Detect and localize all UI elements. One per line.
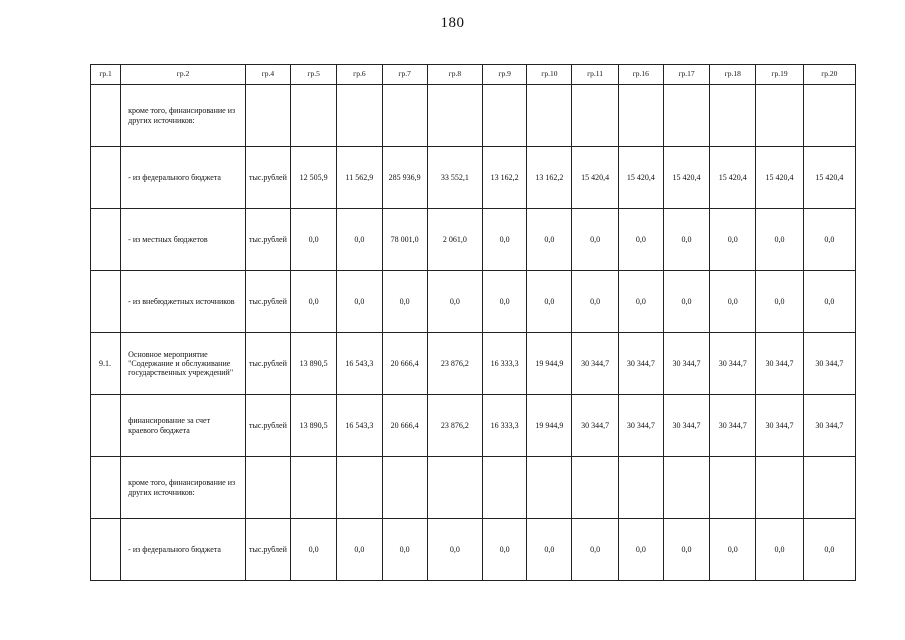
table-row [91, 519, 856, 581]
row-value-cell: 0,0 [803, 271, 855, 333]
row-value-cell: 0,0 [291, 519, 337, 581]
row-value-cell: 0,0 [337, 519, 382, 581]
row-value-cell [756, 457, 803, 519]
row-value-cell: 0,0 [710, 519, 756, 581]
row-value-cell: 15 420,4 [618, 147, 663, 209]
row-value-cell: 13 890,5 [291, 333, 337, 395]
row-value-cell [337, 85, 382, 147]
row-value-cell: 33 552,1 [427, 147, 482, 209]
row-value-cell: 11 562,9 [337, 147, 382, 209]
row-value-cell [483, 457, 527, 519]
column-header: гр.11 [572, 65, 618, 85]
row-value-cell: 0,0 [756, 519, 803, 581]
row-value-cell: 30 344,7 [710, 333, 756, 395]
row-value-cell: 0,0 [483, 519, 527, 581]
row-value-cell [663, 85, 709, 147]
row-value-cell: 0,0 [527, 271, 572, 333]
row-value-cell [427, 85, 482, 147]
row-value-cell [427, 457, 482, 519]
row-value-cell: 19 944,9 [527, 333, 572, 395]
row-description-cell: - из федерального бюджета [121, 147, 246, 209]
row-value-cell: 12 505,9 [291, 147, 337, 209]
row-value-cell: 0,0 [382, 519, 427, 581]
row-unit-cell: тыс.рублей [245, 147, 290, 209]
row-value-cell: 30 344,7 [803, 333, 855, 395]
row-value-cell [756, 85, 803, 147]
table-row [91, 395, 856, 457]
row-description-cell: Основное мероприятие "Содержание и обслуживание государственных учреждений" [121, 333, 246, 395]
row-value-cell [337, 457, 382, 519]
row-value-cell [483, 85, 527, 147]
row-value-cell [803, 85, 855, 147]
column-header: гр.10 [527, 65, 572, 85]
row-value-cell [382, 457, 427, 519]
row-value-cell: 30 344,7 [572, 333, 618, 395]
row-value-cell: 16 543,3 [337, 333, 382, 395]
row-value-cell: 30 344,7 [618, 333, 663, 395]
row-value-cell: 13 890,5 [291, 395, 337, 457]
row-value-cell: 0,0 [710, 209, 756, 271]
row-value-cell: 23 876,2 [427, 333, 482, 395]
row-code-cell: 9.1. [91, 333, 121, 395]
row-value-cell: 15 420,4 [756, 147, 803, 209]
row-value-cell [618, 85, 663, 147]
row-value-cell: 0,0 [427, 271, 482, 333]
table-row [91, 333, 856, 395]
row-value-cell: 30 344,7 [663, 333, 709, 395]
column-header: гр.6 [337, 65, 382, 85]
row-value-cell: 0,0 [337, 209, 382, 271]
column-header: гр.8 [427, 65, 482, 85]
table-row [91, 85, 856, 147]
row-code-cell [91, 85, 121, 147]
row-value-cell: 0,0 [756, 209, 803, 271]
table-body [91, 65, 856, 581]
row-value-cell: 15 420,4 [710, 147, 756, 209]
column-header: гр.5 [291, 65, 337, 85]
column-header: гр.7 [382, 65, 427, 85]
row-value-cell: 0,0 [337, 271, 382, 333]
row-value-cell: 0,0 [663, 209, 709, 271]
row-value-cell: 0,0 [803, 209, 855, 271]
column-header: гр.2 [121, 65, 246, 85]
row-value-cell: 0,0 [382, 271, 427, 333]
row-value-cell [572, 85, 618, 147]
column-header: гр.1 [91, 65, 121, 85]
row-unit-cell: тыс.рублей [245, 333, 290, 395]
row-value-cell: 20 666,4 [382, 395, 427, 457]
row-value-cell: 0,0 [618, 209, 663, 271]
row-value-cell: 15 420,4 [803, 147, 855, 209]
row-value-cell: 0,0 [618, 519, 663, 581]
row-value-cell: 30 344,7 [572, 395, 618, 457]
table-header-row [91, 65, 856, 85]
row-value-cell: 16 333,3 [483, 395, 527, 457]
row-value-cell: 30 344,7 [618, 395, 663, 457]
column-header: гр.18 [710, 65, 756, 85]
row-value-cell: 285 936,9 [382, 147, 427, 209]
row-value-cell: 0,0 [572, 209, 618, 271]
row-value-cell: 0,0 [527, 209, 572, 271]
row-value-cell: 20 666,4 [382, 333, 427, 395]
row-value-cell [572, 457, 618, 519]
row-value-cell: 16 333,3 [483, 333, 527, 395]
row-description-cell: - из федерального бюджета [121, 519, 246, 581]
row-value-cell [527, 457, 572, 519]
row-value-cell: 0,0 [291, 209, 337, 271]
row-description-cell: финансирование за счет краевого бюджета [121, 395, 246, 457]
column-header: гр.17 [663, 65, 709, 85]
row-value-cell: 15 420,4 [663, 147, 709, 209]
row-value-cell: 0,0 [663, 519, 709, 581]
row-value-cell [803, 457, 855, 519]
row-value-cell: 0,0 [756, 271, 803, 333]
row-value-cell: 30 344,7 [710, 395, 756, 457]
row-value-cell [382, 85, 427, 147]
row-code-cell [91, 457, 121, 519]
row-description-cell: - из местных бюджетов [121, 209, 246, 271]
row-code-cell [91, 209, 121, 271]
row-value-cell: 30 344,7 [803, 395, 855, 457]
row-value-cell: 30 344,7 [756, 395, 803, 457]
row-value-cell: 78 001,0 [382, 209, 427, 271]
row-unit-cell: тыс.рублей [245, 395, 290, 457]
column-header: гр.9 [483, 65, 527, 85]
row-value-cell: 23 876,2 [427, 395, 482, 457]
row-value-cell: 16 543,3 [337, 395, 382, 457]
row-value-cell: 13 162,2 [527, 147, 572, 209]
row-value-cell: 0,0 [483, 209, 527, 271]
row-code-cell [91, 395, 121, 457]
column-header: гр.16 [618, 65, 663, 85]
row-value-cell: 13 162,2 [483, 147, 527, 209]
row-value-cell: 0,0 [663, 271, 709, 333]
row-value-cell: 0,0 [527, 519, 572, 581]
column-header: гр.20 [803, 65, 855, 85]
row-value-cell [527, 85, 572, 147]
table-row [91, 271, 856, 333]
row-unit-cell: тыс.рублей [245, 209, 290, 271]
row-value-cell: 0,0 [572, 271, 618, 333]
row-code-cell [91, 147, 121, 209]
row-value-cell: 0,0 [803, 519, 855, 581]
page-number: 180 [440, 15, 465, 31]
row-value-cell: 0,0 [427, 519, 482, 581]
row-description-cell: кроме того, финансирование из других источников: [121, 85, 246, 147]
table-row [91, 457, 856, 519]
table-row [91, 209, 856, 271]
row-code-cell [91, 519, 121, 581]
row-value-cell [291, 457, 337, 519]
row-unit-cell: тыс.рублей [245, 271, 290, 333]
row-value-cell [710, 85, 756, 147]
row-value-cell: 15 420,4 [572, 147, 618, 209]
row-value-cell: 0,0 [618, 271, 663, 333]
row-value-cell: 2 061,0 [427, 209, 482, 271]
budget-table [90, 64, 856, 581]
row-value-cell: 0,0 [572, 519, 618, 581]
row-code-cell [91, 271, 121, 333]
row-value-cell: 19 944,9 [527, 395, 572, 457]
row-value-cell [618, 457, 663, 519]
row-value-cell: 30 344,7 [663, 395, 709, 457]
row-description-cell: - из внебюджетных источников [121, 271, 246, 333]
row-value-cell: 0,0 [291, 271, 337, 333]
row-description-cell: кроме того, финансирование из других источников: [121, 457, 246, 519]
row-value-cell: 0,0 [710, 271, 756, 333]
row-value-cell [663, 457, 709, 519]
column-header: гр.4 [245, 65, 290, 85]
row-value-cell [710, 457, 756, 519]
row-unit-cell: тыс.рублей [245, 519, 290, 581]
row-value-cell [291, 85, 337, 147]
table-row [91, 147, 856, 209]
row-unit-cell [245, 85, 290, 147]
row-value-cell: 0,0 [483, 271, 527, 333]
row-value-cell: 30 344,7 [756, 333, 803, 395]
row-unit-cell [245, 457, 290, 519]
column-header: гр.19 [756, 65, 803, 85]
